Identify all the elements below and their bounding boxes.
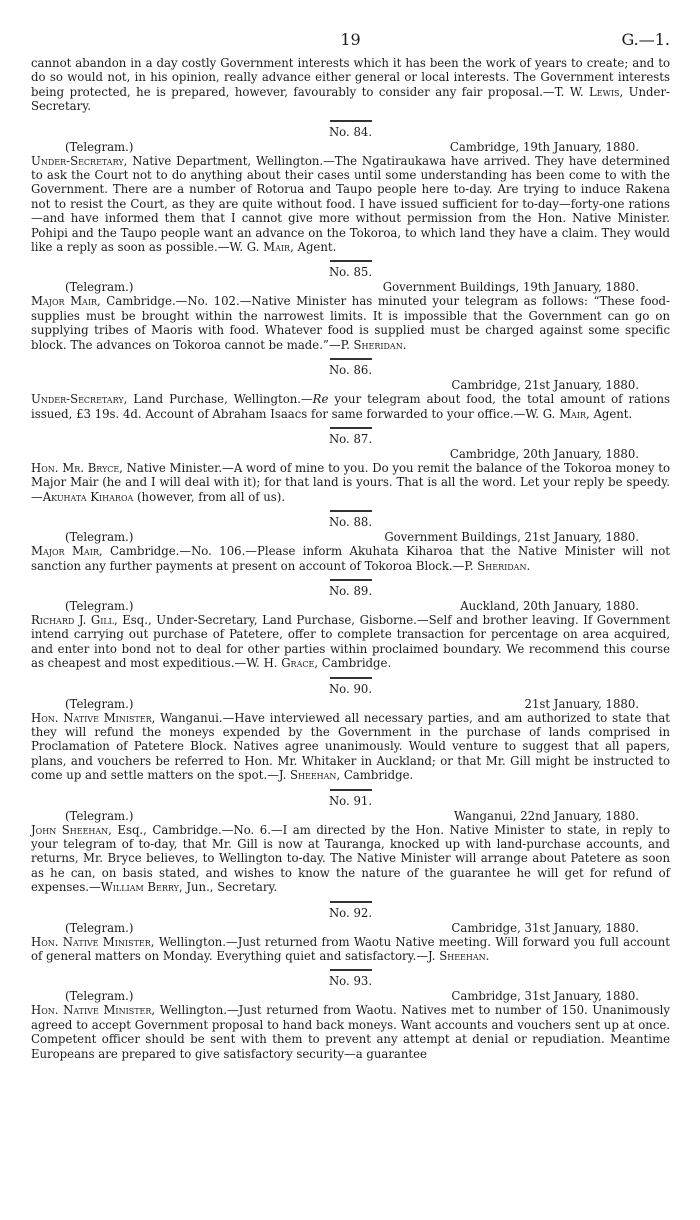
addressee: Hon. Native Minister	[31, 710, 152, 725]
section-number: No. 86.	[328, 363, 373, 378]
section-rule	[330, 901, 372, 903]
section-rule	[330, 120, 372, 122]
message-body: Hon. Native Minister, Wellington.—Just returned from Waotu. Natives met to number of 150. Unanimously agreed to accept Government proposal to hand back moneys. Want accounts and vouchers sent up at once. Competent officer should be sent with them to prevent any attempt at denial or repudiation. Meantime Europeans are prepared to give satisfactory security—a guarantee	[31, 1003, 670, 1061]
telegram-90	[31, 677, 670, 783]
signatory: W. H. Grace	[246, 656, 315, 671]
section-rule	[330, 677, 372, 679]
telegram-label: (Telegram.)	[65, 139, 134, 154]
place-date: Cambridge, 20th January, 1880.	[449, 446, 639, 461]
addressee: Richard J. Gill	[31, 612, 114, 627]
telegram-label: (Telegram.)	[65, 280, 134, 295]
section-number: No. 84.	[328, 124, 373, 139]
addressee: Under-Secretary	[31, 392, 124, 407]
page-header	[31, 30, 670, 56]
section-number: No. 90.	[328, 681, 373, 696]
telegram-label: (Telegram.)	[65, 696, 134, 711]
addressee: Hon. Native Minister	[31, 1003, 152, 1018]
intro-paragraph: cannot abandon in a day costly Government interests which it has been the work of years to create; and to do so would not, in his opinion, really advance either general or local interests. The Government interests being protected, he is prepared, however, favourably to consider any fair proposal.—T. W. Lewis, Under-Secretary.	[31, 56, 670, 114]
signatory: Akuhata Kiharoa	[42, 489, 134, 504]
telegram-label: (Telegram.)	[65, 920, 134, 935]
signatory: William Berry	[100, 880, 179, 895]
addressee: John Sheehan	[31, 822, 109, 837]
place-date: Cambridge, 21st January, 1880.	[451, 378, 639, 393]
place-date: Cambridge, 31st January, 1880.	[451, 920, 639, 935]
section-number: No. 85.	[328, 265, 373, 280]
signatory: J. Sheehan	[278, 768, 337, 783]
signatory: W. G. Mair	[229, 240, 291, 255]
section-rule	[330, 358, 372, 360]
series-code: G.—1.	[621, 30, 670, 49]
addressee: Hon. Mr. Bryce	[31, 460, 120, 475]
place-date: Cambridge, 19th January, 1880.	[449, 139, 639, 154]
addressee: Hon. Native Minister	[31, 934, 151, 949]
section-rule	[330, 969, 372, 971]
section-number: No. 91.	[328, 793, 373, 808]
message-body: Under-Secretary, Land Purchase, Wellington.—Re your telegram about food, the total amount of rations issued, £3 19s. 4d. Account of Abraham Isaacs for same forwarded to your office.—W. G. Mair, Agent.	[31, 392, 670, 421]
telegram-92	[31, 901, 670, 964]
place-date: Government Buildings, 21st January, 1880.	[384, 530, 639, 545]
telegram-label: (Telegram.)	[65, 808, 134, 823]
signatory: P. Sheridan	[464, 558, 527, 573]
message-body: Hon. Native Minister, Wellington.—Just returned from Waotu Native meeting. Will forward you full account of general matters on Monday. Everything quiet and satisfactory.—J. Sheehan.	[31, 934, 670, 964]
telegram-84	[31, 120, 670, 255]
place-date: 21st January, 1880.	[524, 696, 639, 711]
section-number: No. 92.	[328, 905, 373, 920]
addressee: Major Mair	[31, 294, 98, 309]
telegram-85	[31, 260, 670, 352]
message-body: Richard J. Gill, Esq., Under-Secretary, Land Purchase, Gisborne.—Self and brother leaving. If Government intend carrying out purchase of Patetere, offer to complete transaction for percentage on area acquired, and enter into bond not to deal for other parties within proclaimed boundary. We recommend this course as cheapest and most expeditious.—W. H. Grace, Cambridge.	[31, 612, 670, 671]
place-date: Cambridge, 31st January, 1880.	[451, 989, 639, 1004]
letter-87	[31, 427, 670, 504]
section-rule	[330, 789, 372, 791]
telegram-88	[31, 510, 670, 573]
addressee: Under-Secretary	[31, 153, 124, 168]
place-date: Government Buildings, 19th January, 1880.	[382, 280, 639, 295]
section-number: No. 89.	[328, 583, 373, 598]
section-rule	[330, 427, 372, 429]
section-number: No. 87.	[328, 431, 373, 446]
telegram-label: (Telegram.)	[65, 598, 134, 613]
message-body: Major Mair, Cambridge.—No. 102.—Native Minister has minuted your telegram as follows: “These food-supplies must be brought within the narrowest limits. It is impossible that the Government can go on supplying tribes of Maoris with food. Whatever food is supplied must be charged against some specific block. The advances on Tokoroa cannot be made.”—P. Sheridan.	[31, 294, 670, 352]
signatory: P. Sheridan	[340, 337, 403, 352]
telegram-91	[31, 789, 670, 895]
signatory: W. G. Mair	[525, 406, 587, 421]
section-rule	[330, 579, 372, 581]
telegram-label: (Telegram.)	[65, 530, 134, 545]
place-date: Auckland, 20th January, 1880.	[460, 598, 639, 613]
message-body: Hon. Native Minister, Wanganui.—Have interviewed all necessary parties, and am authorized to state that they will refund the moneys expended by the Government in the purchase of lands comprised in Proclamation of Patetere Block. Natives agree unanimously. Would venture to suggest that all papers, plans, and vouchers be referred to Hon. Mr. Whitaker in Auckland; or that Mr. Gill might be instructed to come up and settle matters on the spot.—J. Sheehan, Cambridge.	[31, 710, 671, 783]
section-rule	[330, 260, 372, 262]
section-number: No. 88.	[328, 515, 373, 530]
signatory: J. Sheehan	[428, 949, 486, 964]
message-body: Major Mair, Cambridge.—No. 106.—Please inform Akuhata Kiharoa that the Native Minister will not sanction any further payments at present on account of Tokoroa Block.—P. Sheridan.	[31, 544, 670, 573]
page-number: 19	[340, 30, 361, 49]
signatory: T. W. Lewis	[554, 84, 620, 99]
telegram-93	[31, 969, 670, 1061]
message-body: Under-Secretary, Native Department, Wellington.—The Ngatiraukawa have arrived. They have determined to ask the Court not to do anything about their cases until some understanding has been come to with the Government. There are a number of Rotorua and Taupo people here to-day. Are trying to induce Rakena not to resist the Court, as they are quite without food. I have issued sufficient for to-day—forty-one rations—and have informed them that I cannot give more without permission from the Hon. Native Minister. Pohipi and the Taupo people want an advance on the Tokoroa, to which land they have a claim. They would like a reply as soon as possible.—W. G. Mair, Agent.	[31, 153, 670, 255]
message-body: Hon. Mr. Bryce, Native Minister.—A word of mine to you. Do you remit the balance of the Tokoroa money to Major Mair (he and I will deal with it); for that land is yours. That is all the word. Let your reply be speedy.—Akuhata Kiharoa (however, from all of us).	[31, 460, 670, 504]
section-number: No. 93.	[328, 974, 373, 989]
addressee: Major Mair	[31, 544, 99, 559]
telegram-86	[31, 358, 670, 421]
telegram-label: (Telegram.)	[65, 989, 134, 1004]
telegram-89	[31, 579, 670, 671]
section-rule	[330, 510, 372, 512]
message-body: John Sheehan, Esq., Cambridge.—No. 6.—I am directed by the Hon. Native Minister to state, in reply to your telegram of to-day, that Mr. Gill is now at Tauranga, knocked up with land-purchase accounts, and returns, Mr. Bryce believes, to Wellington to-day. The Native Minister will arrange about Patetere as soon as he can, on basis stated, and wishes to know the nature of the guarantee he will get for refund of expenses.—William Berry, Jun., Secretary.	[31, 822, 670, 895]
place-date: Wanganui, 22nd January, 1880.	[454, 808, 639, 823]
